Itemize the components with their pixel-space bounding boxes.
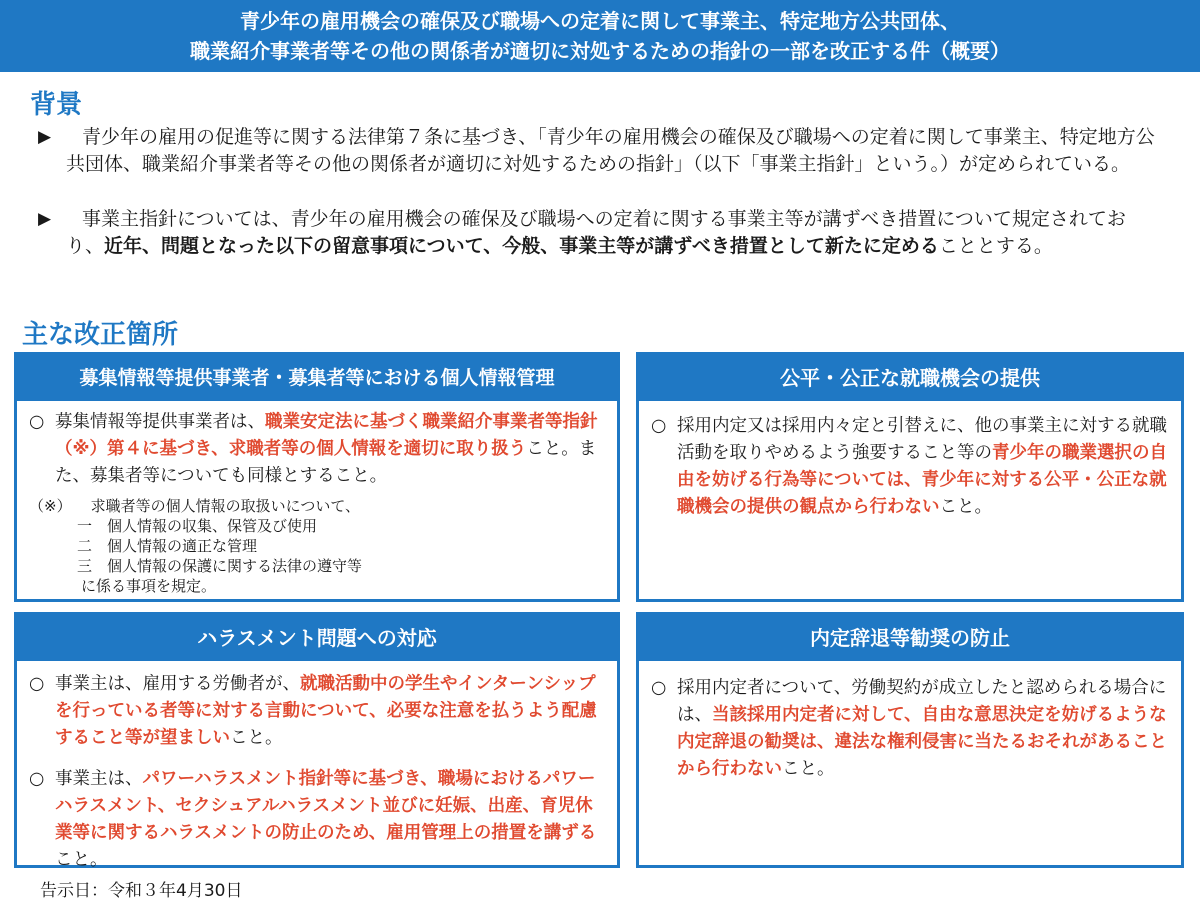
circle-bullet-icon: ○ (29, 769, 45, 789)
triangle-bullet-icon: ▶ (38, 127, 52, 147)
privacy-note-end: に係る事項を規定。 (81, 577, 217, 595)
harassment-2-text-emphasis: パワーハラスメント指針等に基づき、職場におけるパワーハラスメント、セクシュアルハラスメント並びに妊娠、出産、育児休業等に関するハラスメントの防止のため、雇用管理上の措置を講ずる (55, 769, 597, 843)
circle-bullet-icon: ○ (29, 674, 45, 694)
privacy-text-b: こと。また、募集者等についても同様とすること。 (55, 439, 597, 486)
fair-opportunity-paragraph (651, 413, 1169, 521)
note-mark: （※） (29, 497, 72, 515)
harassment-box (14, 612, 620, 868)
harassment-paragraph-1 (29, 671, 605, 752)
circle-bullet-icon: ○ (651, 678, 667, 698)
background-item-2-part-b: こととする。 (938, 235, 1053, 257)
harassment-title: ハラスメント問題への対応 (17, 615, 617, 661)
offer-text-b: こと。 (782, 759, 835, 779)
note-intro: 求職者等の個人情報の取扱いについて、 (90, 497, 361, 515)
harassment-1-text-a: 事業主は、雇用する労働者が、 (55, 674, 300, 694)
triangle-bullet-icon: ▶ (38, 209, 52, 229)
main-changes-heading: 主な改正箇所 (22, 320, 179, 350)
privacy-note (29, 496, 605, 596)
circle-bullet-icon: ○ (29, 412, 45, 432)
privacy-note-item: 一 個人情報の収集、保管及び使用 (77, 517, 318, 535)
fair-opportunity-title: 公平・公正な就職機会の提供 (639, 355, 1181, 401)
harassment-1-text-b: こと。 (230, 728, 283, 748)
offer-withdrawal-paragraph (651, 675, 1169, 783)
privacy-note-item: 三 個人情報の保護に関する法律の遵守等 (77, 557, 363, 575)
privacy-management-box (14, 352, 620, 602)
fair-text-emphasis: 青少年の職業選択の自由を妨げる行為等については、青少年に対する公平・公正な就職機会の提供の観点から行わない (677, 443, 1167, 517)
fair-text-b: こと。 (939, 497, 992, 517)
notice-date: 告示日：令和３年4月30日 (40, 881, 243, 901)
privacy-management-paragraph (29, 409, 605, 490)
harassment-1-text-emphasis: 就職活動中の学生やインターンシップを行っている者等に対する言動について、必要な注意を払うよう配慮すること等が望ましい (55, 674, 597, 748)
fair-opportunity-box (636, 352, 1184, 602)
offer-withdrawal-title: 内定辞退等勧奨の防止 (639, 615, 1181, 661)
offer-withdrawal-body (639, 661, 1181, 783)
circle-bullet-icon: ○ (651, 416, 667, 436)
harassment-paragraph-2 (29, 766, 605, 874)
privacy-note-item: 二 個人情報の適正な管理 (77, 537, 258, 555)
offer-withdrawal-box (636, 612, 1184, 868)
fair-opportunity-body (639, 401, 1181, 521)
privacy-text-a: 募集情報等提供事業者は、 (55, 412, 265, 432)
offer-text-a: 採用内定者について、労働契約が成立したと認められる場合には、 (677, 678, 1167, 725)
background-item-2-text (38, 206, 1163, 260)
background-item-1 (38, 124, 1163, 178)
header-title-line2: 職業紹介事業者等その他の関係者が適切に対処するための指針の一部を改正する件（概要） (190, 39, 1010, 63)
header-title-line1: 青少年の雇用機会の確保及び職場への定着に関して事業主、特定地方公共団体、 (240, 9, 960, 33)
background-item-2-part-a: 事業主指針については、青少年の雇用機会の確保及び職場への定着に関する事業主等が講ずべき措置について規定されており、 (66, 208, 1126, 257)
background-heading: 背景 (30, 90, 83, 120)
background-item-1-text: 青少年の雇用の促進等に関する法律第７条に基づき、「青少年の雇用機会の確保及び職場への定着に関して事業主、特定地方公共団体、職業紹介事業者等その他の関係者が適切に対処するための指針」（以下「事業主指針」という。）が定められている。 (66, 126, 1155, 175)
harassment-2-text-b: こと。 (55, 850, 108, 870)
background-item-2-emphasis: 近年、問題となった以下の留意事項について、今般、事業主等が講ずべき措置として新たに定める (104, 235, 939, 257)
harassment-2-text-a: 事業主は、 (55, 769, 143, 789)
harassment-body (17, 661, 617, 874)
privacy-text-emphasis: 職業安定法に基づく職業紹介事業者等指針（※）第４に基づき、求職者等の個人情報を適切に取り扱う (55, 412, 598, 459)
fair-text-a: 採用内定又は採用内々定と引替えに、他の事業主に対する就職活動を取りやめるよう強要すること等の (677, 416, 1167, 463)
background-item-2 (38, 206, 1163, 260)
privacy-management-title: 募集情報等提供事業者・募集者等における個人情報管理 (17, 355, 617, 401)
offer-text-emphasis: 当該採用内定者に対して、自由な意思決定を妨げるような内定辞退の勧奨は、違法な権利侵害に当たるおそれがあることから行わない (677, 705, 1167, 779)
privacy-note-intro (29, 496, 605, 516)
page-header (0, 0, 1200, 72)
privacy-management-body (17, 401, 617, 596)
